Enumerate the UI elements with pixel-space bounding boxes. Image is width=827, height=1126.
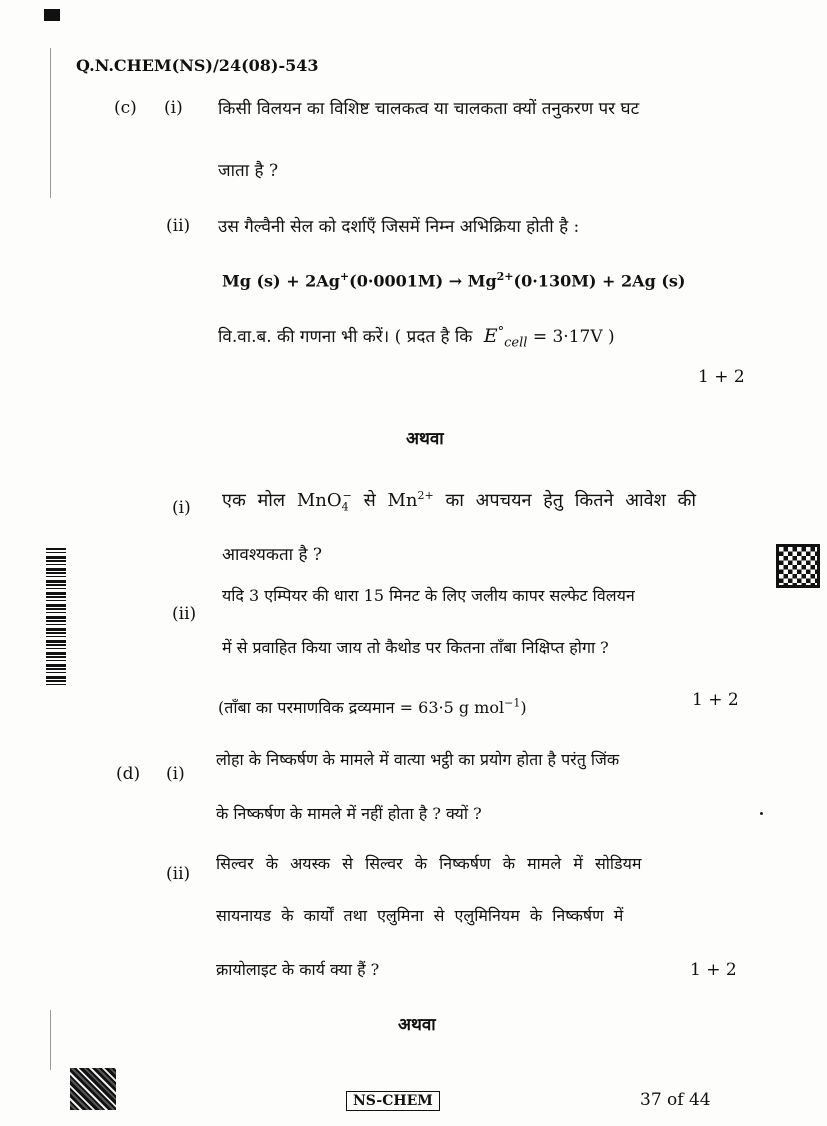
marks: 1 + 2	[698, 367, 745, 387]
question-text: जाता है ?	[218, 161, 279, 181]
question-text: सिल्वर के अयस्क से सिल्वर के निष्कर्षण के मामले में सोडियम	[216, 854, 642, 873]
question-text: किसी विलयन का विशिष्ट चालकत्व या चालकता क्यों तनुकरण पर घट	[218, 99, 640, 119]
subpart-num: (ii)	[166, 216, 191, 236]
atomic-mass-note: (ताँबा का परमाणविक द्रव्यमान = 63·5 g mol$^{-1}$)	[218, 696, 527, 717]
marks: 1 + 2	[690, 960, 737, 980]
question-text: लोहा के निष्कर्षण के मामले में वात्या भट्ठी का प्रयोग होता है परंतु जिंक	[216, 750, 620, 769]
marks: 1 + 2	[692, 690, 739, 710]
speck	[760, 812, 763, 815]
corner-mark	[44, 9, 60, 21]
subpart-num: (ii)	[166, 864, 191, 884]
paper-code: Q.N.CHEM(NS)/24(08)-543	[76, 56, 319, 75]
subpart-num: (i)	[166, 764, 185, 784]
or-divider: अथवा	[398, 1015, 436, 1035]
question-text: में से प्रवाहित किया जाय तो कैथोड पर कितना ताँबा निक्षिप्त होगा ?	[222, 638, 609, 657]
subpart-num: (i)	[172, 498, 191, 518]
question-text: उस गैल्वैनी सेल को दर्शाएँ जिसमें निम्न अभिक्रिया होती है :	[218, 217, 580, 237]
question-text: यदि 3 एम्पियर की धारा 15 मिनट के लिए जलीय कापर सल्फेट विलयन	[222, 586, 635, 605]
question-text: क्रायोलाइट के कार्य क्या हैं ?	[216, 960, 380, 979]
question-label-c: (c)	[114, 98, 137, 118]
question-label-d: (d)	[116, 764, 141, 784]
question-text: आवश्यकता है ?	[222, 545, 323, 565]
subpart-num: (i)	[164, 98, 183, 118]
ecell-line: वि.वा.ब. की गणना भी करें। ( प्रदत है कि $E^\circ_{cell} = 3\cdot 17V$ )	[218, 324, 615, 351]
footer-subject-code: NS-CHEM	[346, 1090, 440, 1109]
reaction-equation: Mg $(s) + 2Ag^+(0\cdot 0001M) \to Mg^{2+}(0\cdot 130M) + 2Ag$ (s)	[222, 270, 686, 291]
page-number: 37 of 44	[640, 1090, 711, 1110]
question-text: एक मोल MnO$_4$− से $Mn^{2+}$ का अपचयन हेतु कितने आवेश की	[222, 489, 697, 514]
question-text: के निष्कर्षण के मामले में नहीं होता है ? क्यों ?	[216, 804, 482, 823]
subpart-num: (ii)	[172, 604, 197, 624]
margin-line	[50, 1010, 51, 1070]
qr-code	[776, 544, 820, 588]
barcode-strip	[46, 548, 66, 688]
margin-line	[50, 48, 51, 198]
corner-stamp	[70, 1068, 116, 1110]
or-divider: अथवा	[406, 429, 444, 449]
question-text: सायनायड के कार्यों तथा एलुमिना से एलुमिनियम के निष्कर्षण में	[216, 906, 624, 925]
